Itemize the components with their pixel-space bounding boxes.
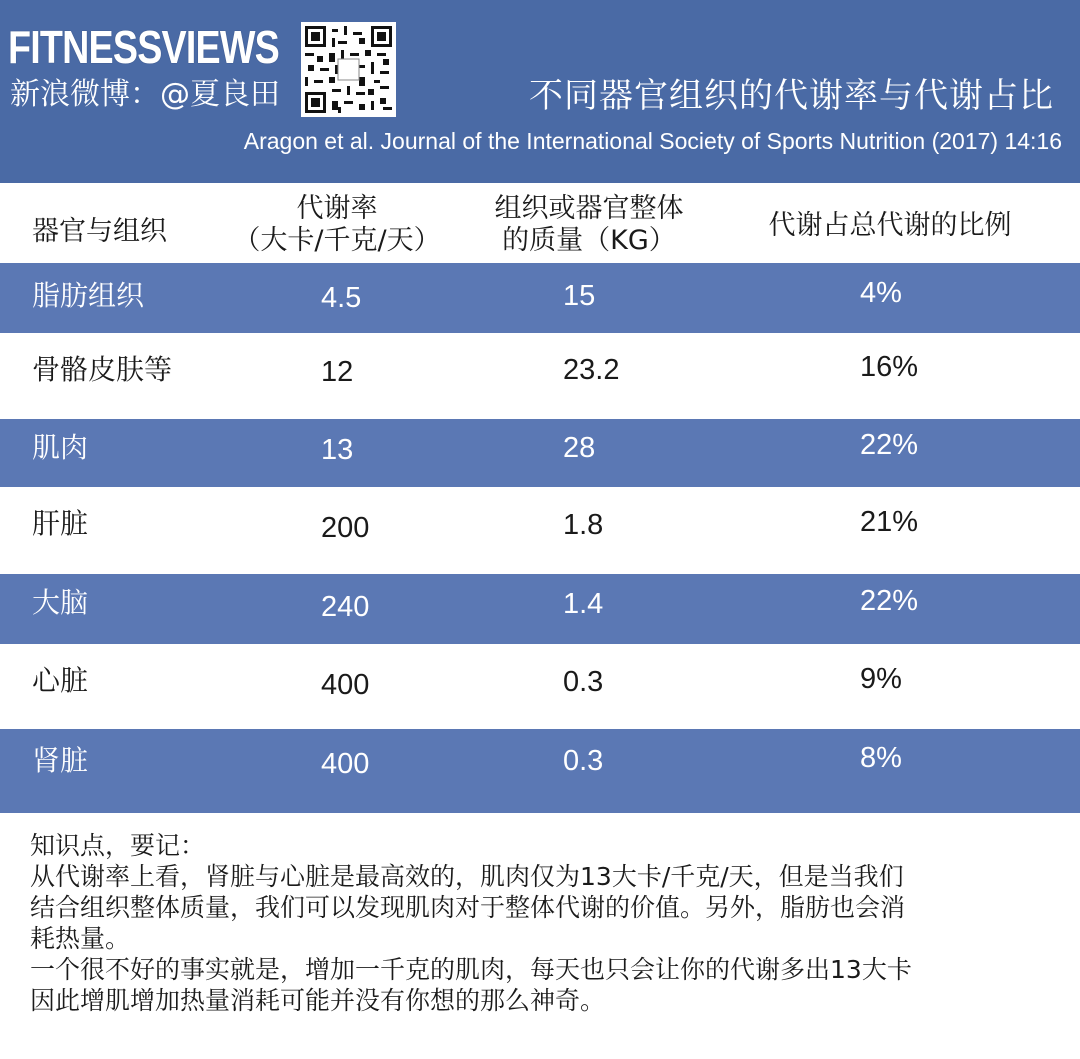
row-share: 21% [860,506,919,538]
row-mass: 15 [563,280,596,312]
table-row [0,487,1080,574]
column-header-rate-line1: 代谢率 [296,193,378,224]
table-row [0,333,1080,419]
notes-section [30,830,1060,1016]
row-share: 16% [860,351,919,383]
page-title: 不同器官组织的代谢率与代谢占比 [529,76,1054,116]
row-name: 肾脏 [32,744,89,777]
column-header-rate-line2: （大卡/千克/天） [233,225,441,256]
row-rate: 240 [321,591,370,623]
row-mass: 0.3 [563,745,604,777]
row-mass: 1.8 [563,509,604,541]
notes-heading: 知识点，要记： [30,831,206,860]
table-row [0,574,1080,644]
notes-line: 结合组织整体质量，我们可以发现肌肉对于整体代谢的价值。另外，脂肪也会消 [30,893,906,922]
column-header-mass-line1: 组织或器官整体 [494,193,684,224]
column-header-mass-line2: 的质量（KG） [502,225,676,256]
column-header-mass [478,193,700,257]
metabolism-table [0,183,1080,813]
row-rate: 4.5 [321,282,362,314]
column-header-organ: 器官与组织 [32,216,167,247]
row-share: 9% [860,663,902,695]
row-rate: 12 [321,356,354,388]
row-name: 骨骼皮肤等 [32,353,173,386]
table-row [0,263,1080,333]
notes-line: 因此增肌增加热量消耗可能并没有你想的那么神奇。 [30,986,606,1015]
row-rate: 200 [321,512,370,544]
weibo-handle: 新浪微博：@夏良田 [10,77,280,112]
row-share: 8% [860,742,902,774]
row-share: 22% [860,585,919,617]
column-header-share: 代谢占总代谢的比例 [768,210,1012,241]
table-row [0,644,1080,729]
notes-line: 从代谢率上看，肾脏与心脏是最高效的，肌肉仅为13大卡/千克/天，但是当我们 [30,862,904,891]
qr-code-icon [301,22,396,117]
header-banner [0,0,1080,183]
row-rate: 400 [321,748,370,780]
row-name: 脂肪组织 [32,279,145,312]
citation: Aragon et al. Journal of the International Society of Sports Nutrition (2017) 14:16 [243,128,1062,154]
row-mass: 23.2 [563,354,620,386]
brand-logo-text: FITNESSVIEWS [8,21,279,73]
table-row [0,729,1080,813]
column-header-rate [232,193,442,257]
row-rate: 13 [321,434,354,466]
row-name: 肝脏 [32,507,89,540]
row-name: 肌肉 [32,431,89,464]
row-mass: 0.3 [563,666,604,698]
row-share: 4% [860,277,902,309]
row-share: 22% [860,429,919,461]
notes-line: 耗热量。 [30,924,131,953]
table-header [0,183,1080,263]
notes-line: 一个很不好的事实就是，增加一千克的肌肉，每天也只会让你的代谢多出13大卡 [30,955,912,984]
row-name: 大脑 [32,586,89,619]
row-rate: 400 [321,669,370,701]
table-row [0,419,1080,487]
row-mass: 28 [563,432,596,464]
row-mass: 1.4 [563,588,604,620]
row-name: 心脏 [32,664,89,697]
